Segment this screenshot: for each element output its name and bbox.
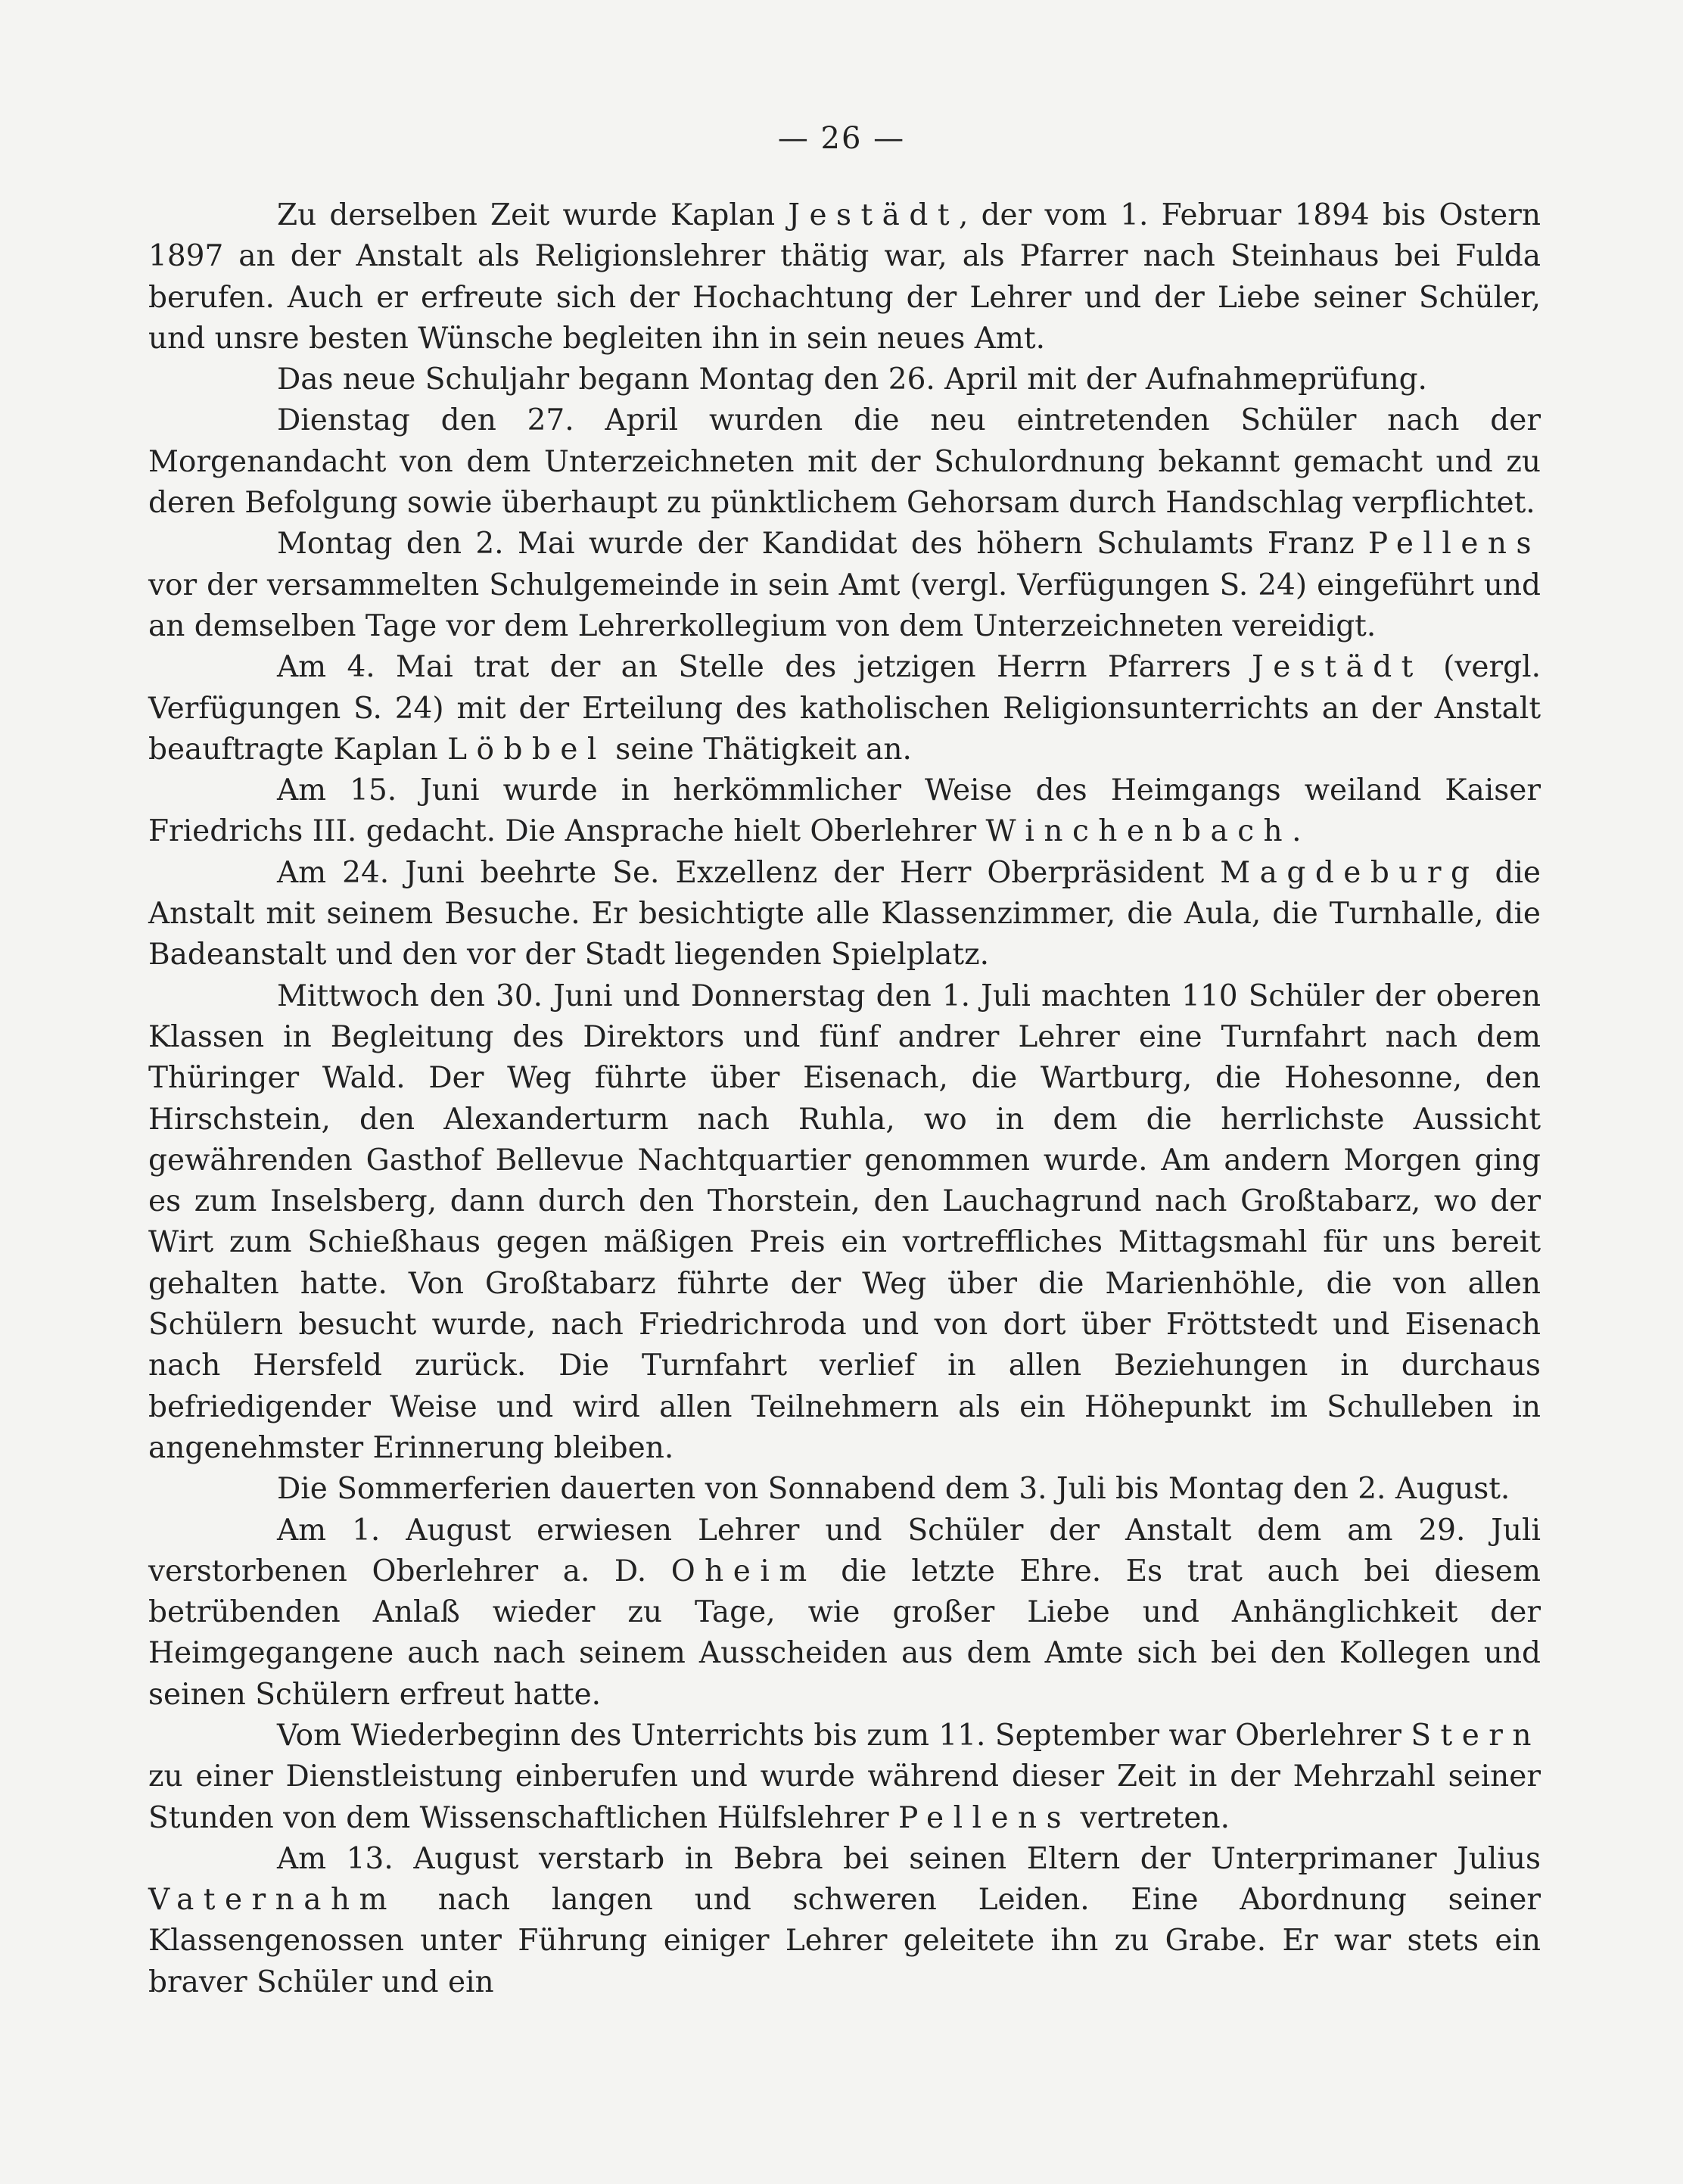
- text-segment: Das neue Schuljahr begann Montag den 26. April mit der Aufnahmeprüfung.: [277, 362, 1427, 397]
- text-segment: Am 1. August erwiesen Lehrer und Schüler der Anstalt dem am 29. Juli verstorbenen Oberlehrer a. D.: [148, 1513, 1541, 1588]
- text-segment: .: [1292, 814, 1302, 849]
- text-segment: Am 15. Juni wurde in herkömmlicher Weise des Heimgangs weiland Kaiser Friedrichs III. gedacht. Die Ansprache hielt Oberlehrer: [148, 773, 1541, 849]
- text-segment: Mittwoch den 30. Juni und Donnerstag den 1. Juli machten 110 Schüler der oberen Klassen in Begleitung des Direktors und fünf andrer Lehrer eine Turnfahrt nach dem Thüringer Wald. Der Weg führte über Eisenach, die Wartburg, die Hohesonne, den Hirschstein, den Alexanderturm nach Ruhla, wo in dem die herrlichste Aussicht gewährenden Gasthof Bellevue Nachtquartier genommen wurde. Am andern Morgen ging es zum Inselsberg, dann durch den Thorstein, den Lauchagrund nach Großtabarz, wo der Wirt zum Schießhaus gegen mäßigen Preis ein vortreffliches Mittagsmahl für uns bereit gehalten hatte. Von Großtabarz führte der Weg über die Marienhöhle, die von allen Schülern besucht wurde, nach Friedrichroda und von dort über Fröttstedt und Eisenach nach Hersfeld zurück. Die Turnfahrt verlief in allen Beziehungen in durchaus befriedigender Weise und wird allen Teilnehmern als ein Höhepunkt im Schulleben in angenehmster Erinnerung bleiben.: [148, 978, 1541, 1465]
- text-segment: Am 13. August verstarb in Bebra bei seinen Eltern der Unterprimaner Julius: [277, 1841, 1541, 1876]
- text-segment: die letzte Ehre. Es trat auch bei diesem betrübenden Anlaß wieder zu Tage, wie großer Liebe und Anhänglichkeit der Heimgegangene auch nach seinem Ausscheiden aus dem Amte sich bei den Kollegen und seinen Schülern erfreut hatte.: [148, 1554, 1541, 1712]
- spaced-name: Vaternahm: [148, 1883, 397, 1918]
- text-segment: Am 24. Juni beehrte Se. Exzellenz der Herr Oberpräsident: [277, 855, 1221, 890]
- spaced-name: Oheim: [670, 1554, 817, 1588]
- text-segment: Montag den 2. Mai wurde der Kandidat des höhern Schulamts Franz: [277, 527, 1368, 562]
- text-segment: Vom Wiederbeginn des Unterrichts bis zum 11. September war Oberlehrer: [277, 1718, 1411, 1753]
- paragraph: [148, 400, 1541, 524]
- paragraph: [148, 770, 1541, 853]
- paragraph: [148, 1716, 1541, 1839]
- spaced-name: Winchenbach: [985, 814, 1293, 849]
- text-segment: , der vom 1. Februar 1894 bis Ostern 1897 an der Anstalt als Religionslehrer thätig war, als Pfarrer nach Steinhaus bei Fulda berufen. Auch er erfreute sich der Hochachtung der Lehrer und der Liebe seiner Schüler, und unsre besten Wünsche begleiten ihn in sein neues Amt.: [148, 198, 1541, 356]
- paragraph: [148, 976, 1541, 1470]
- spaced-name: Magdeburg: [1220, 855, 1479, 890]
- text-segment: die Anstalt mit seinem Besuche. Er besichtigte alle Klassenzimmer, die Aula, die Turnhalle, die Badeanstalt und den vor der Stadt liegenden Spielplatz.: [148, 855, 1541, 972]
- text-segment: Zu derselben Zeit wurde Kaplan: [277, 198, 789, 232]
- text-segment: vertreten.: [1071, 1800, 1230, 1835]
- text-segment: (vergl. Verfügungen S. 24) mit der Erteilung des katholischen Religionsunterrichts an der Anstalt beauftragte Kaplan: [148, 650, 1541, 767]
- spaced-name: Pellens: [898, 1800, 1072, 1835]
- text-segment: Die Sommerferien dauerten von Sonnabend dem 3. Juli bis Montag den 2. August.: [277, 1472, 1510, 1507]
- paragraph: [148, 359, 1541, 400]
- paragraph: [148, 1839, 1541, 2003]
- body-text: [148, 195, 1541, 2003]
- text-segment: vor der versammelten Schulgemeinde in sein Amt (vergl. Verfügungen S. 24) eingeführt und an demselben Tage vor dem Lehrerkollegium von dem Unterzeichneten vereidigt.: [148, 568, 1541, 643]
- text-segment: seine Thätigkeit an.: [605, 732, 912, 767]
- spaced-name: Löbbel: [447, 732, 606, 767]
- paragraph: [148, 195, 1541, 359]
- paragraph: [148, 1469, 1541, 1510]
- spaced-name: Jestädt: [788, 198, 959, 232]
- spaced-name: Stern: [1411, 1718, 1541, 1753]
- paragraph: [148, 647, 1541, 770]
- text-segment: zu einer Dienstleistung einberufen und wurde während dieser Zeit in der Mehrzahl seiner Stunden von dem Wissenschaftlichen Hülfslehrer: [148, 1759, 1541, 1835]
- spaced-name: Pellens: [1367, 527, 1541, 562]
- text-segment: Dienstag den 27. April wurden die neu eintretenden Schüler nach der Morgenandacht von dem Unterzeichneten mit der Schulordnung bekannt gemacht und zu deren Befolgung sowie überhaupt zu pünktlichem Gehorsam durch Handschlag verpflichtet.: [148, 403, 1541, 521]
- text-segment: nach langen und schweren Leiden. Eine Abordnung seiner Klassengenossen unter Führung einiger Lehrer geleitete ihn zu Grabe. Er war stets ein braver Schüler und ein: [148, 1883, 1541, 1999]
- spaced-name: Jestädt: [1252, 650, 1423, 685]
- page-number: — 26 —: [777, 121, 906, 156]
- text-segment: Am 4. Mai trat der an Stelle des jetzigen Herrn Pfarrers: [277, 650, 1252, 685]
- paragraph: [148, 1510, 1541, 1716]
- paragraph: [148, 524, 1541, 647]
- paragraph: [148, 853, 1541, 976]
